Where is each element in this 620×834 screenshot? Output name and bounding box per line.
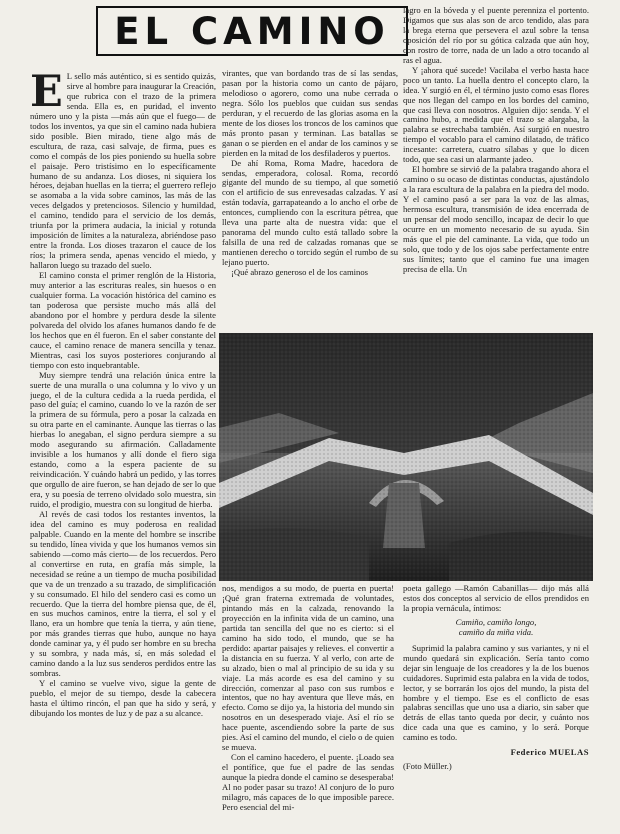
column-left — [30, 72, 216, 828]
bridge-photo-graphic — [219, 333, 593, 581]
paragraph: virantes, que van bordando tras de sí las sendas, pasan por la historia como un canto de pájaro, melodioso o agorero, como una nube cerrada o negra. Sólo los pueblos que cuidan sus sendas perduran, y el recuerdo de las glorias asoma en la mente de los dioses los troncos de los caminos que más pronto pasan y terminan. Las batallas se ganan o se pierden en el andar de los caminos y se pierden en la mitad de los desfiladeros y puertos. — [222, 69, 398, 158]
article-title: EL CAMINO — [114, 9, 390, 53]
paragraph: El camino consta el primer renglón de la Historia, muy anterior a las escrituras reales, sin huesos o en cualquier forma. La vocación histórica del camino es tan poderosa que persiste mucho más allá del abandono por el hombre y perdura desde la silente polvareda del olvido los afanes humanos dando fe de los hechos que en él fueron. En el saber constante del cauce, el camino renace de manera sencilla y tenaz. Mientras, casi los suyos posteriores conjurando al tiempo con esto inquebrantable. — [30, 270, 216, 370]
column-bottom-middle — [222, 584, 394, 828]
paragraph-text: L sello más auténtico, si es sentido quizás, sirve al hombre para inaugurar la Creación, que rubrica con el trazo de la primera senda. Ella es, en puridad, el invento número uno y la pista —más aún que el fuego— de todos los inventos, ya que sin el camino nada hubiera sido posible. Bien mirado, tiene algo más de escultura, de raza, casi salvaje, de firma, pues es como el compás de los pies poniendo su huella sobre el paisaje. Pero tristísimo en lo específicamente humano de su andanza. Los dioses, ni siquiera los héroes, dejaban huellas en la tierra; el guerrero reflejo se asomaba a la vida sobre caminos, las más de las veces delgados y pretenciosos. Silencio y humildad, el camino, tendido para el servicio de los demás, triunfa por la primera audacia, la inicial y rotunda imposición de límites a la naturaleza, abriéndose paso entre la fronda. Los dioses trazaron el cauce de los ríos; la primera senda, apenas vencido el miedo, y hallaron luego su trazado del suelo. — [30, 72, 216, 271]
paragraph: Muy siempre tendrá una relación única entre la suerte de una muralla o una columna y lo vivo y un juego, el de la cultura cedida a la rueda perdida, el paso del guía; el camino, cuando lo ve la razón de ser la primera de su fórmula, pero a posar la calzada en su otra parte en el caminante. Aunque las tierras o las hierbas lo anegaban, el signo perdura siempre a su modo asegurando su afirmación. Calladamente invisible a los humanos y allí donde el fiero siga estando, como a la espera paciente de su reivindicación. Y cuándo habrá un pedido, y las torres que orgullo de aire fueron, se han dejado de ser lo que era, y su poesía de terreno olvidado solo muestra, sin ruido, el prodigio, muestra con su longitud de hierba. — [30, 369, 216, 509]
verse-quote — [403, 618, 589, 638]
photo-grain — [219, 333, 593, 581]
paragraph: De ahí Roma, Roma Madre, hacedora de sendas, emperadora, colosal. Roma, recordó gigante del mundo de su tiempo, al que sometió con el artificio de sus enrevesadas calzadas. Y así están todavía, garrapateando a lo ancho el orbe de entonces, cumpliendo con la escritura pétrea, que lleva una parte alta de nuestra vida: que el panorama del mundo culto está tallado sobre la falsilla de una red de calzadas romanas que se mantienen derecho o torcido según el rumbo de su lejano puerto. — [222, 157, 398, 268]
paragraph: Y el camino se vuelve vivo, sigue la gente de pueblo, el mejor de su tiempo, desde la cabecera hasta el último rincón, el pan que ha sido y será, y dibujando los montes de luz y de paz a su alcance. — [30, 678, 216, 718]
bridge-photo — [219, 333, 593, 581]
paragraph: Y ¡ahora qué sucede! Vacilaba el verbo hasta hace poco un tanto. La huella dentro el concepto claro, la idea. Y surgió en él, el término justo como esas flores que nos llegan del campo en los bordes del camino, que casi lleva con nosotros. Alguien dijo: senda. Y el camino hubo, a medida que el trazo se alargaba, la palabra se estrechaba también. Así surgió en nuestro tiempo el vocablo para el camino dilatado, de tráfico incesante: carretera, cuatro sílabas y que lo dicen todo, que sea casi un alarmante jadeo. — [403, 64, 589, 165]
column-right — [403, 6, 589, 333]
column-middle — [222, 69, 398, 331]
paragraph: poeta gallego —Ramón Cabanillas— dijo más allá estos dos conceptos al servicio de ellos prendidos en la propia vernácula, íntimos: — [403, 584, 589, 613]
verse-line: Camiño, camiño longo, — [455, 616, 537, 627]
title-frame — [96, 6, 408, 56]
column-bottom-right — [403, 584, 589, 828]
author-signature: Federico MUELAS — [510, 747, 589, 758]
verse-line: camiño da miña vida. — [458, 626, 534, 637]
paragraph: ¡Qué abrazo generoso el de los caminos — [231, 267, 368, 278]
paragraph: El hombre se sirvió de la palabra tragando ahora el camino o su ocaso de distintas conductas, ajustándolo a la rara escultura de la palabra en la piedra del modo. Y el camino pasó a ser para la voz de las almas, hermosa escultura, transmisión de idea encerrada de un pensar del modo sencillo, incapaz de decir lo que ocurre en un momento necesario de su ayuda. Sin más que el pie del caminante. La vida, que todo un solo, que todo y de los ojos sabe perfectamente entre sus límites; tanto que el camino fue una imagen precisa de ella. Un — [403, 164, 589, 274]
paragraph: Suprimid la palabra camino y sus variantes, y ni el mundo quedará sin explicación. Sería tanto como dejar sin lenguaje de los creadores y la de los buenos cuidadores. Suprimid esta palabra en la vida de todos, lector, y se borrarán los ojos del mundo, la pista del hombre y el tiempo. Ese es el conflicto de esas palabras sencillas que uno usa a diario, sin saber que detrás de ellas tanto queda por decir, y cuánto nos dice cada una que es camino, y lo será. Porque camino es todo. — [403, 642, 589, 743]
paragraph: Al revés de casi todos los restantes inventos, la idea del camino es muy poderosa en realidad palpable. Cuando en la mente del hombre se inscribe su tendido, línea vivida y que los humanos vemos sin sabiendo —como más cierto— de los recuerdos. Pero al convertirse en ruta, en grafía más simple, la necesidad se reúne a un tiempo de mucha posibilidad que va de un trenzado a su trazado, de simplificación y su consumado. El hilo del sendero casi es como un recuerdo. Que la tierra del hombre piensa que, de él, en sus muchos caminos, entre la tierra, el sol y el llano, era un hombre que tenía la tierra, y aún tiene, por más grandes tierras que hubo, aunque no haya donde caminar ya, y él pudo ser hombre en su brecha y su sombra, y nada más, sí, en más soledad el camino dando a la luz sus senderos perdidos entre las sombras. — [30, 508, 216, 679]
paragraph: lagro en la bóveda y el puente perenniza el portento. Digamos que sus alas son de arco tendido, alas para la brega eterna que persevera el azul sobre la tensa oposición del río por su gótica calzada que aún hoy, con rostro de torre, nada de un lado a otro tocando al ras el agua. — [403, 6, 589, 65]
paragraph: Con el camino hacedero, el puente. ¡Loado sea el pontífice, que fue el padre de las sendas aunque la piedra donde el camino se desesperaba! Al no poder pasar su trazo! Al conjuro de lo puro milagro, más capaces de lo que imposible parece. Pero esencial del mi- — [222, 752, 394, 812]
first-paragraph — [30, 72, 216, 271]
drop-cap: E — [30, 72, 63, 117]
photo-credit: (Foto Müller.) — [403, 761, 452, 772]
paragraph: nos, mendigos a su modo, de puerta en puerta! ¡Qué gran fraterna extremada de voluntades, pintando más en la calzada, renovando la proyección en la infinita vida de un camino, una partida tan sencilla del que no es cierto: si el camino ha sido todo, el mundo, que se ha perdido: apartar paisajes y relieves. el convertir a la distancia en su fuerza. Y al verlo, con arte de su alzado, bien o mal al principio de su ida y su viaje. La más acorde es esa del camino y su dirección, comenzar al paso con sus rumbos e intentos, que no hay aventura que lleve más, en efecto. Como se dijo ya, la historia del mundo sin nosotros en un desesperado viaje. Así el río se hace puente, ascendiendo sobre la parte de sus pies. Así el camino del mundo, el cielo o de quien se mueva. — [222, 584, 394, 753]
